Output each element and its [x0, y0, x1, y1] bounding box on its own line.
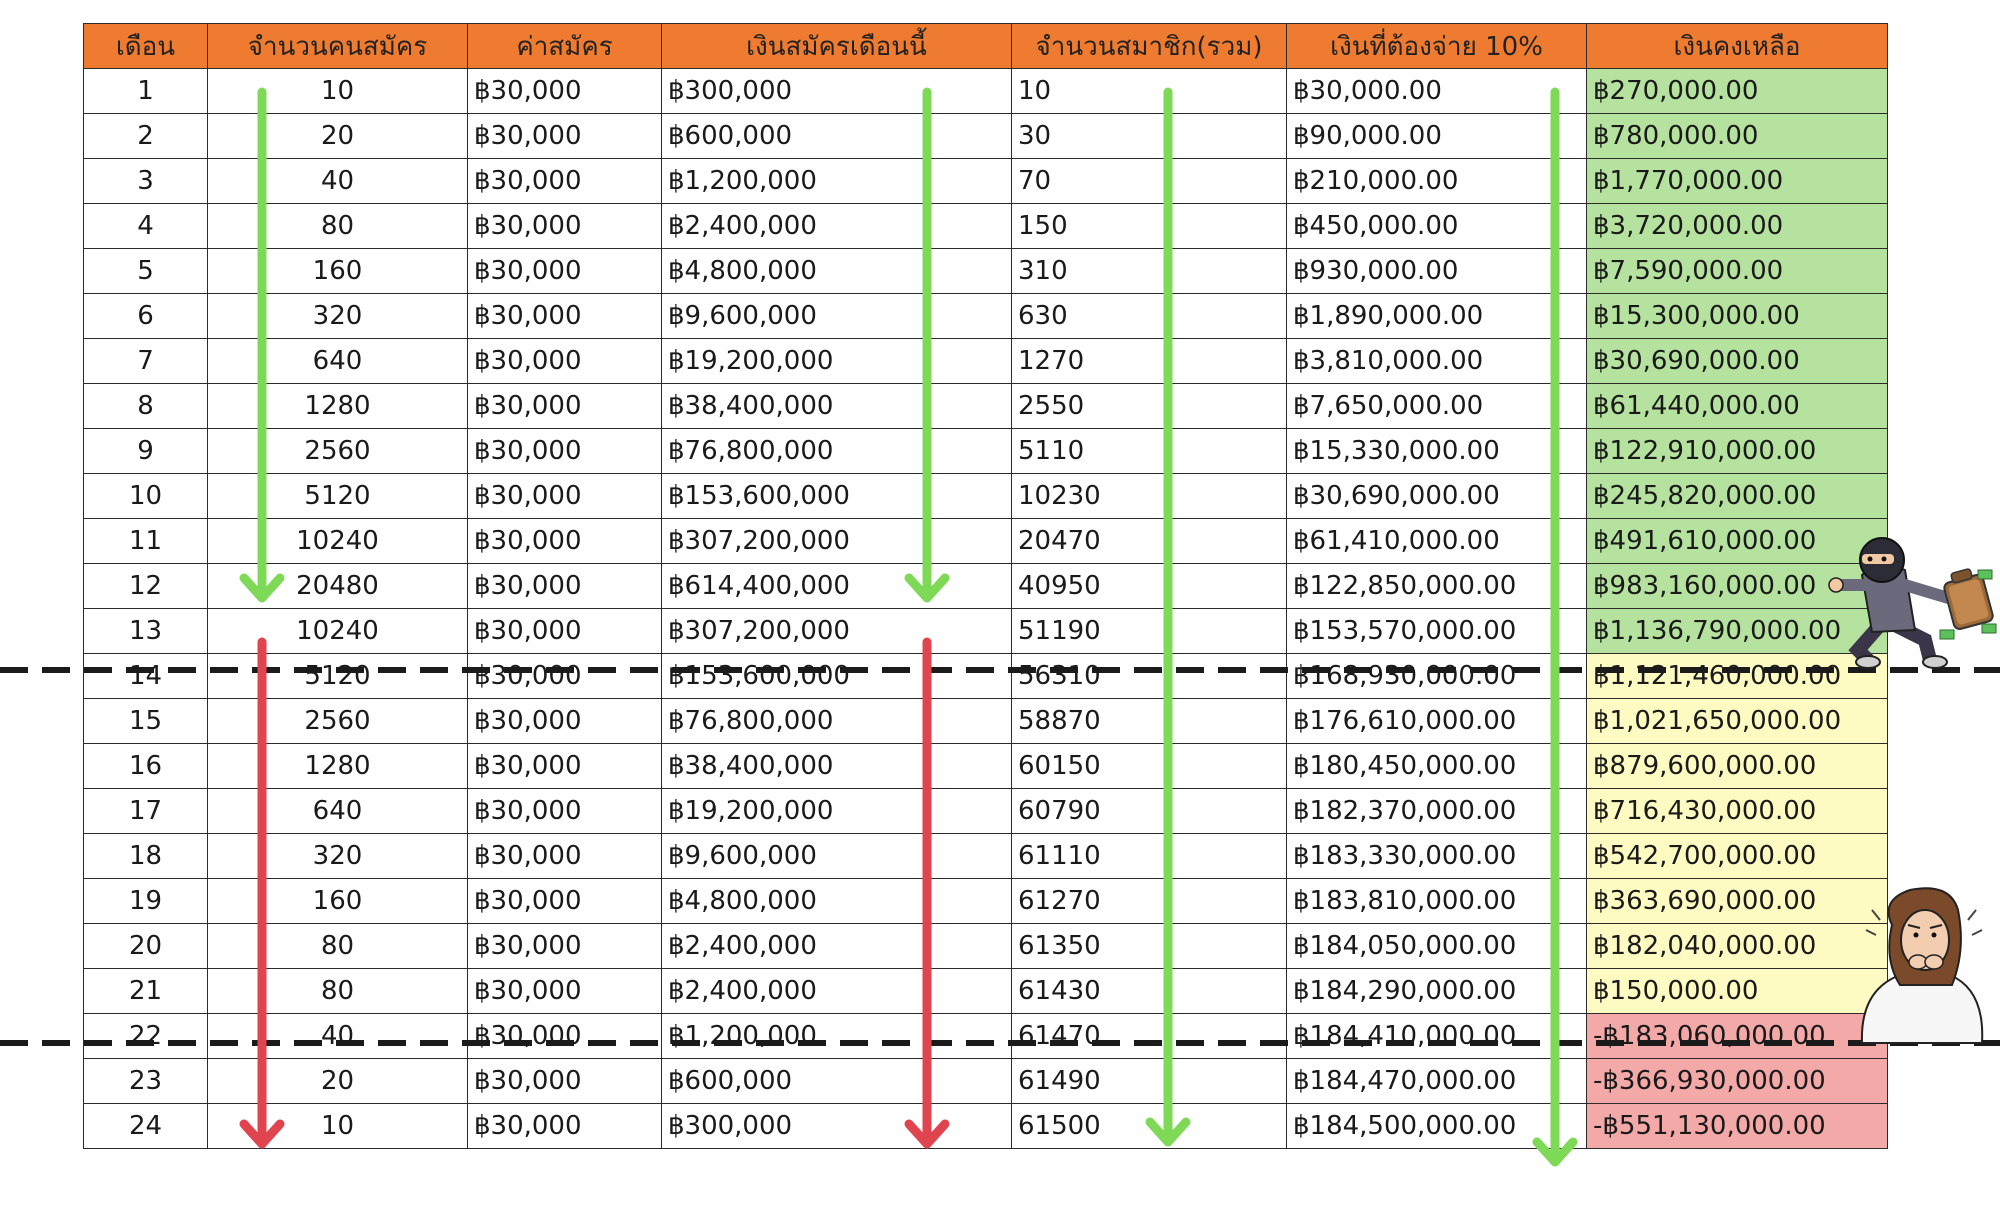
month-cell: 2	[84, 114, 208, 159]
month-cell: 24	[84, 1104, 208, 1149]
table-row	[84, 429, 1888, 474]
month-cell: 13	[84, 609, 208, 654]
monthly-income-cell: ฿19,200,000	[662, 789, 1012, 834]
monthly-income-cell: ฿153,600,000	[662, 654, 1012, 699]
new-signups-cell: 10240	[208, 609, 468, 654]
month-cell: 23	[84, 1059, 208, 1104]
fee-cell: ฿30,000	[468, 114, 662, 159]
total-members-cell: 56310	[1012, 654, 1287, 699]
new-signups-cell: 10240	[208, 519, 468, 564]
monthly-income-cell: ฿76,800,000	[662, 429, 1012, 474]
table-row	[84, 474, 1888, 519]
total-members-cell: 630	[1012, 294, 1287, 339]
new-signups-cell: 40	[208, 1014, 468, 1059]
month-cell: 11	[84, 519, 208, 564]
payout-cell: ฿176,610,000.00	[1287, 699, 1587, 744]
payout-cell: ฿930,000.00	[1287, 249, 1587, 294]
total-members-cell: 20470	[1012, 519, 1287, 564]
payout-cell: ฿182,370,000.00	[1287, 789, 1587, 834]
balance-cell: ฿3,720,000.00	[1587, 204, 1888, 249]
monthly-income-cell: ฿307,200,000	[662, 609, 1012, 654]
monthly-income-cell: ฿2,400,000	[662, 204, 1012, 249]
monthly-income-cell: ฿4,800,000	[662, 879, 1012, 924]
table-row	[84, 1014, 1888, 1059]
balance-cell: -฿366,930,000.00	[1587, 1059, 1888, 1104]
table-row	[84, 204, 1888, 249]
payout-cell: ฿184,470,000.00	[1287, 1059, 1587, 1104]
payout-cell: ฿184,050,000.00	[1287, 924, 1587, 969]
total-members-cell: 1270	[1012, 339, 1287, 384]
payout-cell: ฿183,330,000.00	[1287, 834, 1587, 879]
month-cell: 19	[84, 879, 208, 924]
total-members-cell: 60790	[1012, 789, 1287, 834]
total-members-cell: 60150	[1012, 744, 1287, 789]
monthly-income-cell: ฿307,200,000	[662, 519, 1012, 564]
column-header: ค่าสมัคร	[468, 24, 662, 69]
monthly-income-cell: ฿76,800,000	[662, 699, 1012, 744]
total-members-cell: 5110	[1012, 429, 1287, 474]
balance-cell: ฿983,160,000.00	[1587, 564, 1888, 609]
table-row	[84, 834, 1888, 879]
new-signups-cell: 20480	[208, 564, 468, 609]
total-members-cell: 2550	[1012, 384, 1287, 429]
fee-cell: ฿30,000	[468, 564, 662, 609]
total-members-cell: 51190	[1012, 609, 1287, 654]
monthly-income-cell: ฿614,400,000	[662, 564, 1012, 609]
fee-cell: ฿30,000	[468, 699, 662, 744]
monthly-income-cell: ฿19,200,000	[662, 339, 1012, 384]
monthly-income-cell: ฿38,400,000	[662, 744, 1012, 789]
payout-cell: ฿1,890,000.00	[1287, 294, 1587, 339]
fee-cell: ฿30,000	[468, 834, 662, 879]
pyramid-scheme-table	[83, 23, 1888, 1149]
month-cell: 8	[84, 384, 208, 429]
payout-cell: ฿153,570,000.00	[1287, 609, 1587, 654]
payout-cell: ฿61,410,000.00	[1287, 519, 1587, 564]
column-header: เงินคงเหลือ	[1587, 24, 1888, 69]
column-header: เดือน	[84, 24, 208, 69]
header-row	[84, 24, 1888, 69]
month-cell: 17	[84, 789, 208, 834]
new-signups-cell: 40	[208, 159, 468, 204]
table-row	[84, 1104, 1888, 1149]
new-signups-cell: 160	[208, 879, 468, 924]
month-cell: 22	[84, 1014, 208, 1059]
payout-cell: ฿90,000.00	[1287, 114, 1587, 159]
monthly-income-cell: ฿2,400,000	[662, 924, 1012, 969]
balance-cell: ฿150,000.00	[1587, 969, 1888, 1014]
table-row	[84, 114, 1888, 159]
balance-cell: ฿61,440,000.00	[1587, 384, 1888, 429]
new-signups-cell: 20	[208, 1059, 468, 1104]
fee-cell: ฿30,000	[468, 609, 662, 654]
fee-cell: ฿30,000	[468, 1059, 662, 1104]
total-members-cell: 61110	[1012, 834, 1287, 879]
month-cell: 7	[84, 339, 208, 384]
total-members-cell: 10	[1012, 69, 1287, 114]
total-members-cell: 70	[1012, 159, 1287, 204]
new-signups-cell: 20	[208, 114, 468, 159]
fee-cell: ฿30,000	[468, 339, 662, 384]
total-members-cell: 61500	[1012, 1104, 1287, 1149]
new-signups-cell: 320	[208, 834, 468, 879]
fee-cell: ฿30,000	[468, 249, 662, 294]
table-row	[84, 69, 1888, 114]
fee-cell: ฿30,000	[468, 969, 662, 1014]
new-signups-cell: 2560	[208, 699, 468, 744]
total-members-cell: 310	[1012, 249, 1287, 294]
new-signups-cell: 2560	[208, 429, 468, 474]
total-members-cell: 30	[1012, 114, 1287, 159]
fee-cell: ฿30,000	[468, 879, 662, 924]
total-members-cell: 61430	[1012, 969, 1287, 1014]
month-cell: 15	[84, 699, 208, 744]
balance-cell: ฿1,021,650,000.00	[1587, 699, 1888, 744]
balance-cell: ฿30,690,000.00	[1587, 339, 1888, 384]
column-header: เงินที่ต้องจ่าย 10%	[1287, 24, 1587, 69]
fee-cell: ฿30,000	[468, 519, 662, 564]
balance-cell: ฿182,040,000.00	[1587, 924, 1888, 969]
balance-cell: ฿245,820,000.00	[1587, 474, 1888, 519]
payout-cell: ฿168,930,000.00	[1287, 654, 1587, 699]
table-row	[84, 744, 1888, 789]
monthly-income-cell: ฿300,000	[662, 69, 1012, 114]
month-cell: 5	[84, 249, 208, 294]
month-cell: 1	[84, 69, 208, 114]
total-members-cell: 10230	[1012, 474, 1287, 519]
month-cell: 9	[84, 429, 208, 474]
column-header: เงินสมัครเดือนนี้	[662, 24, 1012, 69]
fee-cell: ฿30,000	[468, 924, 662, 969]
fee-cell: ฿30,000	[468, 384, 662, 429]
fee-cell: ฿30,000	[468, 294, 662, 339]
balance-cell: ฿879,600,000.00	[1587, 744, 1888, 789]
table-row	[84, 294, 1888, 339]
month-cell: 4	[84, 204, 208, 249]
new-signups-cell: 320	[208, 294, 468, 339]
monthly-income-cell: ฿153,600,000	[662, 474, 1012, 519]
new-signups-cell: 5120	[208, 654, 468, 699]
new-signups-cell: 80	[208, 204, 468, 249]
monthly-income-cell: ฿38,400,000	[662, 384, 1012, 429]
new-signups-cell: 1280	[208, 384, 468, 429]
fee-cell: ฿30,000	[468, 1014, 662, 1059]
payout-cell: ฿183,810,000.00	[1287, 879, 1587, 924]
total-members-cell: 40950	[1012, 564, 1287, 609]
total-members-cell: 61350	[1012, 924, 1287, 969]
balance-cell: ฿542,700,000.00	[1587, 834, 1888, 879]
total-members-cell: 61270	[1012, 879, 1287, 924]
new-signups-cell: 1280	[208, 744, 468, 789]
column-header: จำนวนคนสมัคร	[208, 24, 468, 69]
fee-cell: ฿30,000	[468, 744, 662, 789]
new-signups-cell: 640	[208, 789, 468, 834]
payout-cell: ฿184,290,000.00	[1287, 969, 1587, 1014]
table-row	[84, 789, 1888, 834]
payout-cell: ฿180,450,000.00	[1287, 744, 1587, 789]
month-cell: 14	[84, 654, 208, 699]
table-row	[84, 879, 1888, 924]
balance-cell: ฿363,690,000.00	[1587, 879, 1888, 924]
payout-cell: ฿184,500,000.00	[1287, 1104, 1587, 1149]
balance-cell: ฿122,910,000.00	[1587, 429, 1888, 474]
monthly-income-cell: ฿9,600,000	[662, 294, 1012, 339]
fee-cell: ฿30,000	[468, 69, 662, 114]
fee-cell: ฿30,000	[468, 429, 662, 474]
month-cell: 21	[84, 969, 208, 1014]
column-header: จำนวนสมาชิก(รวม)	[1012, 24, 1287, 69]
table-row	[84, 654, 1888, 699]
month-cell: 20	[84, 924, 208, 969]
new-signups-cell: 10	[208, 1104, 468, 1149]
fee-cell: ฿30,000	[468, 204, 662, 249]
table-row	[84, 699, 1888, 744]
table-row	[84, 564, 1888, 609]
new-signups-cell: 10	[208, 69, 468, 114]
fee-cell: ฿30,000	[468, 1104, 662, 1149]
table-row	[84, 1059, 1888, 1104]
month-cell: 18	[84, 834, 208, 879]
month-cell: 3	[84, 159, 208, 204]
month-cell: 6	[84, 294, 208, 339]
monthly-income-cell: ฿600,000	[662, 114, 1012, 159]
fee-cell: ฿30,000	[468, 159, 662, 204]
new-signups-cell: 5120	[208, 474, 468, 519]
total-members-cell: 150	[1012, 204, 1287, 249]
balance-cell: -฿551,130,000.00	[1587, 1104, 1888, 1149]
balance-cell: ฿15,300,000.00	[1587, 294, 1888, 339]
table-row	[84, 519, 1888, 564]
monthly-income-cell: ฿9,600,000	[662, 834, 1012, 879]
table-row	[84, 969, 1888, 1014]
fee-cell: ฿30,000	[468, 654, 662, 699]
monthly-income-cell: ฿1,200,000	[662, 1014, 1012, 1059]
balance-cell: ฿270,000.00	[1587, 69, 1888, 114]
total-members-cell: 61470	[1012, 1014, 1287, 1059]
fee-cell: ฿30,000	[468, 789, 662, 834]
balance-cell: ฿491,610,000.00	[1587, 519, 1888, 564]
month-cell: 10	[84, 474, 208, 519]
balance-cell: -฿183,060,000.00	[1587, 1014, 1888, 1059]
payout-cell: ฿122,850,000.00	[1287, 564, 1587, 609]
table-row	[84, 384, 1888, 429]
payout-cell: ฿15,330,000.00	[1287, 429, 1587, 474]
payout-cell: ฿30,000.00	[1287, 69, 1587, 114]
month-cell: 16	[84, 744, 208, 789]
balance-cell: ฿780,000.00	[1587, 114, 1888, 159]
payout-cell: ฿450,000.00	[1287, 204, 1587, 249]
table-row	[84, 339, 1888, 384]
total-members-cell: 58870	[1012, 699, 1287, 744]
table-row	[84, 159, 1888, 204]
balance-cell: ฿716,430,000.00	[1587, 789, 1888, 834]
new-signups-cell: 160	[208, 249, 468, 294]
payout-cell: ฿30,690,000.00	[1287, 474, 1587, 519]
payout-cell: ฿210,000.00	[1287, 159, 1587, 204]
payout-cell: ฿184,410,000.00	[1287, 1014, 1587, 1059]
month-cell: 12	[84, 564, 208, 609]
fee-cell: ฿30,000	[468, 474, 662, 519]
monthly-income-cell: ฿300,000	[662, 1104, 1012, 1149]
balance-cell: ฿1,121,460,000.00	[1587, 654, 1888, 699]
payout-cell: ฿3,810,000.00	[1287, 339, 1587, 384]
monthly-income-cell: ฿600,000	[662, 1059, 1012, 1104]
table-body	[84, 69, 1888, 1149]
balance-cell: ฿1,770,000.00	[1587, 159, 1888, 204]
monthly-income-cell: ฿2,400,000	[662, 969, 1012, 1014]
new-signups-cell: 80	[208, 924, 468, 969]
balance-cell: ฿1,136,790,000.00	[1587, 609, 1888, 654]
new-signups-cell: 80	[208, 969, 468, 1014]
new-signups-cell: 640	[208, 339, 468, 384]
total-members-cell: 61490	[1012, 1059, 1287, 1104]
monthly-income-cell: ฿1,200,000	[662, 159, 1012, 204]
balance-cell: ฿7,590,000.00	[1587, 249, 1888, 294]
payout-cell: ฿7,650,000.00	[1287, 384, 1587, 429]
table-row	[84, 924, 1888, 969]
table-row	[84, 609, 1888, 654]
table-row	[84, 249, 1888, 294]
monthly-income-cell: ฿4,800,000	[662, 249, 1012, 294]
